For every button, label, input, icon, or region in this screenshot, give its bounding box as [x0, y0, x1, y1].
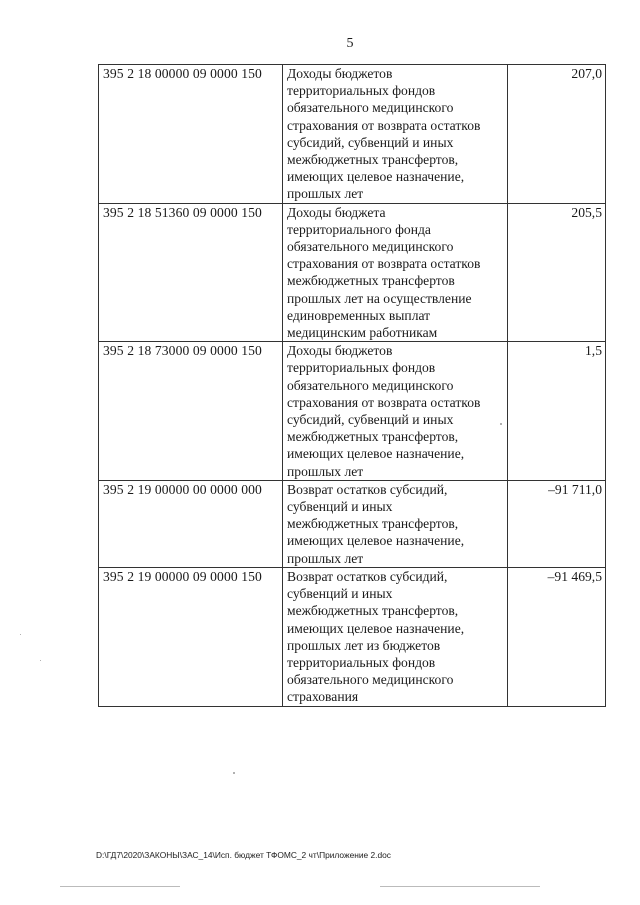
budget-code-cell: 395 2 18 73000 09 0000 150: [99, 342, 283, 481]
description-line: территориальных фондов: [287, 654, 436, 670]
description-line: межбюджетных трансфертов,: [287, 516, 459, 532]
description-line: субвенций и иных: [287, 499, 393, 515]
description-line: страхования от возврата остатков: [287, 394, 481, 410]
table-row: [99, 480, 606, 567]
description-cell: [283, 480, 508, 567]
description-line: Возврат остатков субсидий,: [287, 481, 448, 497]
description-cell: [283, 65, 508, 204]
description-line: прошлых лет: [287, 463, 364, 479]
description-line: субвенций и иных: [287, 586, 393, 602]
scan-speck: [40, 660, 41, 661]
description-line: межбюджетных трансфертов: [287, 273, 455, 289]
budget-code-cell: 395 2 19 00000 00 0000 000: [99, 480, 283, 567]
budget-code-cell: 395 2 18 51360 09 0000 150: [99, 203, 283, 342]
description-line: обязательного медицинского: [287, 100, 454, 116]
description-line: территориальных фондов: [287, 83, 436, 99]
description-line: имеющих целевое назначение,: [287, 446, 465, 462]
description-line: межбюджетных трансфертов,: [287, 603, 459, 619]
description-cell: [283, 203, 508, 342]
description-line: субсидий, субвенций и иных: [287, 134, 454, 150]
description-line: Доходы бюджета: [287, 204, 386, 220]
description-line: обязательного медицинского: [287, 239, 454, 255]
description-cell: [283, 567, 508, 706]
description-line: прошлых лет: [287, 550, 364, 566]
description-line: единовременных выплат: [287, 307, 431, 323]
budget-code-cell: 395 2 18 00000 09 0000 150: [99, 65, 283, 204]
scan-edge-mark: [60, 886, 180, 887]
page-number: 5: [346, 36, 354, 51]
description-line: территориального фонда: [287, 221, 431, 237]
scan-speck: [20, 634, 21, 635]
budget-revenue-table: [98, 64, 606, 707]
description-line: Возврат остатков субсидий,: [287, 568, 448, 584]
table-row: [99, 567, 606, 706]
amount-cell: –91 711,0: [508, 480, 606, 567]
description-line: межбюджетных трансфертов,: [287, 429, 459, 445]
description-line: обязательного медицинского: [287, 672, 454, 688]
table-row: [99, 342, 606, 481]
description-cell: [283, 342, 508, 481]
description-line: прошлых лет: [287, 186, 364, 202]
description-line: страхования: [287, 689, 359, 705]
scan-edge-mark: [380, 886, 540, 887]
description-line: межбюджетных трансфертов,: [287, 152, 459, 168]
budget-code-cell: 395 2 19 00000 09 0000 150: [99, 567, 283, 706]
description-line: имеющих целевое назначение,: [287, 620, 465, 636]
file-path-footer: D:\ГД7\2020\ЗАКОНЫ\ЗАС_14\Исп. бюджет ТФОМС_2 чт\Приложение 2.doc: [96, 850, 391, 860]
description-line: страхования от возврата остатков: [287, 256, 481, 272]
scan-speck: [500, 423, 502, 425]
description-line: субсидий, субвенций и иных: [287, 412, 454, 428]
amount-cell: 207,0: [508, 65, 606, 204]
description-line: имеющих целевое назначение,: [287, 169, 465, 185]
description-line: обязательного медицинского: [287, 377, 454, 393]
table-row: [99, 65, 606, 204]
description-line: медицинским работникам: [287, 325, 438, 341]
amount-cell: 1,5: [508, 342, 606, 481]
description-line: территориальных фондов: [287, 360, 436, 376]
amount-cell: –91 469,5: [508, 567, 606, 706]
amount-cell: 205,5: [508, 203, 606, 342]
scan-speck: [233, 772, 235, 774]
table-row: [99, 203, 606, 342]
description-line: Доходы бюджетов: [287, 66, 393, 81]
description-line: Доходы бюджетов: [287, 343, 393, 359]
table-body: [99, 65, 606, 707]
description-line: страхования от возврата остатков: [287, 117, 481, 133]
description-line: прошлых лет на осуществление: [287, 290, 472, 306]
description-line: прошлых лет из бюджетов: [287, 637, 441, 653]
description-line: имеющих целевое назначение,: [287, 533, 465, 549]
